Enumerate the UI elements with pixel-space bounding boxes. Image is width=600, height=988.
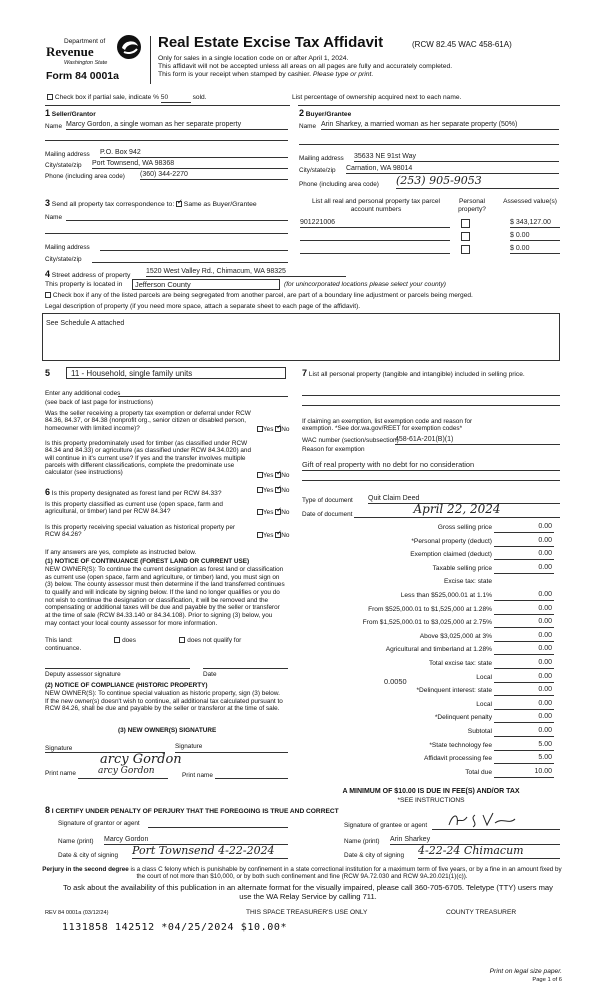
street-address-field[interactable]: 1520 West Valley Rd., Chimacum, WA 98325 (146, 268, 346, 277)
form-title: Real Estate Excise Tax Affidavit (158, 34, 384, 51)
assessed-value-1[interactable]: $ 343,127.00 (510, 219, 560, 228)
buyer-phone-field[interactable]: (253) 905-9053 (396, 175, 559, 189)
tax-row-label: *Delinquent interest: state (416, 687, 492, 695)
tax-row-leader (494, 722, 554, 723)
does-checkbox[interactable] (114, 637, 120, 643)
corr-name-label: Name (45, 214, 63, 221)
segregated-checkbox[interactable] (45, 292, 51, 298)
tax-row-leader (494, 736, 554, 737)
tax-row-value[interactable]: 0.00 (538, 591, 552, 598)
buyer-mailing-label: Mailing address (299, 155, 344, 162)
tax-row-value[interactable]: 0.00 (538, 713, 552, 721)
header-note-2: This affidavit will not be accepted unless all areas on all pages are fully and accurately completed. (158, 63, 453, 70)
owner-signature-field[interactable]: arcy Gordon (100, 752, 182, 767)
additional-codes-field[interactable] (118, 389, 288, 397)
tax-row-value[interactable]: 0.00 (538, 686, 552, 694)
tax-row-value[interactable]: 0.00 (538, 631, 552, 639)
tax-row-leader (494, 777, 554, 778)
page-number: Page 1 of 6 (532, 977, 562, 983)
grantee-date-field[interactable]: 4-22-24 Chimacum (418, 845, 560, 859)
tax-row-leader (494, 709, 554, 710)
doc-date-label: Date of document (302, 511, 353, 518)
current-use-question: Is this property classified as current use (open space, farm and agricultural, or timber) land per RCW 84.34? (45, 501, 223, 516)
additional-codes-label: Enter any additional codes (45, 390, 121, 397)
tax-row-label: Exemption claimed (deduct) (410, 551, 492, 559)
corr-mailing-label: Mailing address (45, 244, 90, 251)
parcel-col-header: List all real and personal property tax parcel account numbers (312, 198, 440, 213)
buyer-city-field[interactable]: Carnation, WA 98014 (346, 165, 559, 174)
street-row: 4 Street address of property (45, 269, 131, 279)
notice-compliance-title: (2) NOTICE OF COMPLIANCE (HISTORIC PROPERTY) (45, 682, 208, 689)
q5-no-checkbox[interactable] (275, 532, 281, 538)
seller-city-field[interactable]: Port Townsend, WA 98368 (92, 160, 288, 169)
parcel-number-3[interactable] (300, 245, 450, 254)
certify-heading: 8 I CERTIFY UNDER PENALTY OF PERJURY THAT THE FOREGOING IS TRUE AND CORRECT (45, 805, 339, 815)
tax-row-label: *State technology fee (429, 741, 492, 749)
tax-row-value[interactable]: 0.00 (538, 604, 552, 612)
doc-date-field[interactable]: April 22, 2024 (354, 503, 560, 518)
owner-signature-label-2: Signature (175, 743, 203, 750)
buyer-phone-label: Phone (including area code) (299, 181, 379, 188)
seller-name-label: Name (45, 123, 63, 130)
owner-print-field[interactable]: arcy Gordon (98, 766, 155, 776)
dept-label: Department of (64, 38, 106, 45)
tax-row-label: Agricultural and timberland at 1.28% (385, 646, 492, 654)
local-rate-field[interactable]: 0.0050 (384, 677, 407, 686)
exemption-question: Was the seller receiving a property tax exemption or deferral under RCW 84.36, 84.37, or 84.38 (nonprofit org., senior citizen or disabled person, homeowner with limited income)? (45, 410, 251, 432)
wac-label: WAC number (section/subsection) (302, 437, 399, 444)
owner-signature-label: Signature (45, 745, 73, 752)
grantee-name-field[interactable]: Arin Sharkey (390, 836, 560, 845)
tax-row-value[interactable]: 0.00 (538, 727, 552, 734)
tax-row-leader (494, 668, 554, 669)
legal-description-label: Legal description of property (if you need more space, attach a separate sheet to each page of the affidavit). (45, 303, 361, 310)
tax-row-value[interactable]: 5.00 (538, 740, 552, 748)
q2-yes-no: Yes ✓ No (257, 472, 289, 479)
grantee-sig-label: Signature of grantee or agent (344, 822, 428, 829)
tax-row-leader (494, 532, 554, 533)
seller-phone-label: Phone (including area code) (45, 173, 125, 180)
land-use-code-select[interactable]: 11 - Household, single family units (66, 367, 286, 379)
buyer-name-field[interactable]: Arin Sharkey, a married woman as her separate property (50%) (321, 121, 559, 130)
reason-label: Reason for exemption (302, 446, 365, 453)
doc-type-label: Type of document (302, 497, 353, 504)
ownership-note: List percentage of ownership acquired next to each name. (292, 94, 462, 101)
q3-yes-no: Yes ✓ No (257, 487, 289, 494)
grantor-date-field[interactable]: Port Townsend 4-22-2024 (132, 845, 288, 859)
buyer-name-label: Name (299, 123, 317, 130)
segregated-row: Check box if any of the listed parcels are being segregated from another parcel, are part of a boundary line adjustment or parcels being merged. (45, 292, 473, 300)
q1-no-checkbox[interactable] (275, 426, 281, 432)
tax-row-label: Above $3,025,000 at 3% (419, 632, 492, 640)
deputy-assessor-label: Deputy assessor signature (45, 671, 121, 678)
tax-row-label: *Personal property (deduct) (411, 537, 492, 545)
timber-question: Is this property predominately used for timber (as classified under RCW 84.34 and 84.33) or agriculture (as classified under RCW 84.34.020) and will continue in it's current use? If yes and the transfer involves multiple parcels with different classifications, complete the predominate use calculator (see instructions) (45, 440, 252, 477)
form-number: Form 84 0001a (46, 70, 119, 82)
notice-compliance-body: NEW OWNER(S): To continue special valuation as historic property, sign (3) below. If the new owner(s) doesn't wish to continue, all additional tax calculated pursuant to RCW 84.26, shall be due and payable by the seller or transferor at the time of sale. (45, 690, 283, 713)
parcel-number-2[interactable] (300, 232, 450, 241)
tax-row-value[interactable]: 0.00 (538, 699, 552, 707)
section5-no: 5 (45, 368, 51, 378)
assessed-value-2[interactable]: $ 0.00 (510, 232, 560, 241)
tax-row-value[interactable]: 10.00 (534, 767, 552, 775)
tax-row-value[interactable]: 0.00 (538, 563, 552, 571)
corr-name-field[interactable] (66, 213, 288, 221)
historic-question: Is this property receiving special valuation as historical property per RCW 84.26? (45, 524, 236, 539)
header-divider (150, 36, 151, 84)
tax-row-label: Gross selling price (437, 524, 492, 531)
partial-sale-checkbox[interactable] (47, 94, 53, 100)
personal-property-checkbox-2[interactable] (461, 232, 470, 241)
tax-row-label: Subtotal (467, 728, 492, 735)
tax-row-value[interactable]: 0.00 (538, 645, 552, 653)
tax-row-label: Taxable selling price (432, 564, 492, 572)
q1-yes-no: Yes ✓ No (257, 426, 289, 433)
wac-field[interactable]: 458-61A-201(B)(1) (395, 436, 560, 445)
tax-row-value[interactable]: 0.00 (538, 550, 552, 558)
see-instructions-note: *SEE INSTRUCTIONS (397, 797, 465, 804)
seller-phone-field[interactable]: (360) 344-2270 (140, 171, 288, 180)
tax-row-leader (494, 750, 554, 751)
dor-swirl-icon (114, 34, 144, 60)
seller-city-label: City/state/zip (45, 162, 82, 169)
partial-sale-row: Check box if partial sale, indicate % 50 sold. (47, 94, 207, 103)
form-statute: (RCW 82.45 WAC 458-61A) (412, 40, 512, 49)
forest-question: 6 Is this property designated as forest land per RCW 84.33? (45, 487, 222, 497)
tax-row-label: Less than $525,000.01 at 1.1% (400, 592, 492, 599)
legal-paper-note: Print on legal size paper. (489, 968, 562, 975)
tax-row-leader (494, 627, 554, 628)
grantee-date-label: Date & city of signing (344, 852, 405, 859)
unincorporated-note: (for unincorporated locations please select your county) (284, 281, 447, 288)
same-as-buyer-checkbox[interactable] (176, 201, 182, 207)
buyer-mailing-field[interactable]: 35633 NE 91st Way (354, 153, 559, 162)
grantor-sig-label: Signature of grantor or agent (58, 820, 140, 827)
tax-row-leader (494, 682, 554, 683)
tax-row-leader (494, 559, 554, 560)
revenue-wordmark: Revenue (46, 44, 94, 59)
owner-print-label: Print name (45, 770, 76, 777)
this-land-row: This land: does does not qualify for (45, 637, 242, 644)
corr-city-label: City/state/zip (45, 256, 82, 263)
tax-row-leader (494, 573, 554, 574)
county-treasurer-label: COUNTY TREASURER (446, 909, 517, 916)
tax-row-value[interactable]: 0.00 (538, 672, 552, 680)
perjury-notice: Perjury in the second degree is a class C felony which is punishable by confinement in a state correctional institution for a maximum term of five years, or by a fine in an amount fixed by the court of not more than $10,000, or by both such confinement and fine (RCW 9A.72.030 and RCW 9A.20.021(1)(c)). (42, 866, 562, 881)
q4-no-checkbox[interactable] (275, 509, 281, 515)
seller-mailing-label: Mailing address (45, 151, 90, 158)
header-note-3: This form is your receipt when stamped by cashier. Please type or print. (158, 71, 374, 78)
assessed-value-3[interactable]: $ 0.00 (510, 245, 560, 254)
grantor-name-field[interactable]: Marcy Gordon (104, 836, 288, 845)
tax-row-label: *Delinquent penalty (434, 714, 492, 722)
seller-heading: 1 Seller/Grantor (45, 108, 96, 118)
notice-continuance-title: (1) NOTICE OF CONTINUANCE (FOREST LAND OR CURRENT USE) (45, 558, 250, 565)
tax-row-value[interactable]: 0.00 (538, 659, 552, 666)
seller-mailing-field[interactable]: P.O. Box 942 (100, 149, 288, 158)
personal-property-checkbox-3[interactable] (461, 245, 470, 254)
personal-property-checkbox-1[interactable] (461, 219, 470, 228)
personal-property-heading: 7 List all personal property (tangible and intangible) included in selling price. (302, 368, 525, 378)
tax-row-label: Affidavit processing fee (423, 755, 492, 763)
tax-row-leader (494, 614, 554, 615)
claim-exemption-note: If claiming an exemption, list exemption code and reason for exemption. *See dor.wa.gov/REET for exemption codes* (302, 418, 473, 433)
minimum-due-note: A MINIMUM OF $10.00 IS DUE IN FEE(S) AND/OR TAX (342, 788, 520, 795)
tax-row-label: Local (476, 673, 492, 681)
county-select[interactable]: Jefferson County (132, 279, 280, 290)
if-yes-note: If any answers are yes, complete as instructed below. (45, 549, 197, 556)
header-note-1: Only for sales in a single location code on or after April 1, 2024. (158, 55, 349, 62)
q3-no-checkbox[interactable] (275, 487, 281, 493)
tax-row-leader (494, 654, 554, 655)
q2-no-checkbox[interactable] (275, 472, 281, 478)
correspondence-heading: 3 Send all property tax correspondence to: ✓ Same as Buyer/Grantee (45, 198, 257, 209)
assessed-col-header: Assessed value(s) (503, 198, 557, 205)
parcel-number-1[interactable]: 901221006 (300, 219, 450, 228)
state-label: Washington State (64, 60, 108, 66)
cashier-stamp: 1131858 142512 *04/25/2024 $10.00* (62, 922, 288, 933)
tax-row-leader (494, 600, 554, 601)
tax-row-value[interactable]: 5.00 (538, 754, 552, 762)
does-not-checkbox[interactable] (179, 637, 185, 643)
owner-print-label-2: Print name (182, 772, 213, 779)
treasurer-use-label: THIS SPACE TREASURER'S USE ONLY (246, 909, 368, 916)
revision-label: REV 84 0001a (03/12/24) (45, 910, 109, 916)
dor-logo (46, 34, 146, 82)
tax-row-leader (494, 695, 554, 696)
grantee-signature-scribble (445, 809, 525, 831)
reason-field[interactable]: Gift of real property with no debt for no consideration (302, 461, 560, 471)
tax-row-label: From $1,525,000.01 to $3,025,000 at 2.75% (362, 619, 492, 627)
grantor-date-label: Date & city of signing (58, 852, 119, 859)
q4-yes-no: Yes ✓ No (257, 509, 289, 516)
alt-format-notice: To ask about the availability of this publication in an alternate format for the visually impaired, please call 360-705-6705. Teletype (TTY) users may use the WA Relay Service by calling 711. (63, 883, 553, 902)
tax-row-leader (494, 546, 554, 547)
personal-col-header: Personal property? (458, 198, 486, 213)
q5-yes-no: Yes ✓ No (257, 532, 289, 539)
legal-description-field[interactable]: See Schedule A attached (42, 313, 560, 361)
deputy-date-label: Date (203, 671, 217, 678)
tax-row-label: From $525,000.01 to $1,525,000 at 1.28% (368, 605, 492, 613)
see-back-note: (see back of last page for instructions) (45, 399, 153, 406)
tax-row-leader (494, 763, 554, 764)
new-owner-signature-title: (3) NEW OWNER(S) SIGNATURE (118, 727, 217, 734)
tax-row-leader (494, 641, 554, 642)
corr-mailing-field[interactable] (100, 243, 288, 251)
partial-percent-field[interactable]: 50 (161, 94, 191, 103)
tax-row-label: Total excise tax: state (428, 660, 492, 667)
tax-row-label: Excise tax: state (443, 578, 492, 586)
tax-row-value[interactable]: 0.00 (538, 536, 552, 544)
grantee-signature-field[interactable] (445, 809, 525, 835)
seller-name-field[interactable]: Marcy Gordon, a single woman as her separate property (66, 121, 288, 130)
doc-type-field[interactable]: Quit Claim Deed (368, 495, 560, 504)
buyer-city-label: City/state/zip (299, 167, 336, 174)
notice-continuance-body: NEW OWNER(S): To continue the current designation as forest land or classification as current use (open space, farm and agriculture, or timber) land, you must sign on (3) below. The county assessor must then determine if the land transferred continues to qualify and will indicate by signing below. If the land no longer qualifies or you do not wish to continue the designation or classification, it will be removed and the compensating or additional taxes will be due and payable by the seller or transferor at the time of sale (RCW 84.33.140 or 84.34.108). Prior to signing (3) below, you may contact your local county assessor for more information. (45, 566, 285, 627)
tax-row-value[interactable]: 0.00 (538, 618, 552, 626)
tax-row-label: Total due (465, 768, 492, 776)
located-label: This property is located in (45, 281, 123, 288)
tax-row-value[interactable]: 0.00 (538, 523, 552, 530)
buyer-heading: 2 Buyer/Grantee (299, 108, 352, 118)
continuance-label: continuance. (45, 645, 82, 652)
tax-row-label: Local (476, 700, 492, 708)
grantee-name-label: Name (print) (344, 838, 380, 845)
corr-city-field[interactable] (92, 255, 288, 263)
grantor-name-label: Name (print) (58, 838, 94, 845)
